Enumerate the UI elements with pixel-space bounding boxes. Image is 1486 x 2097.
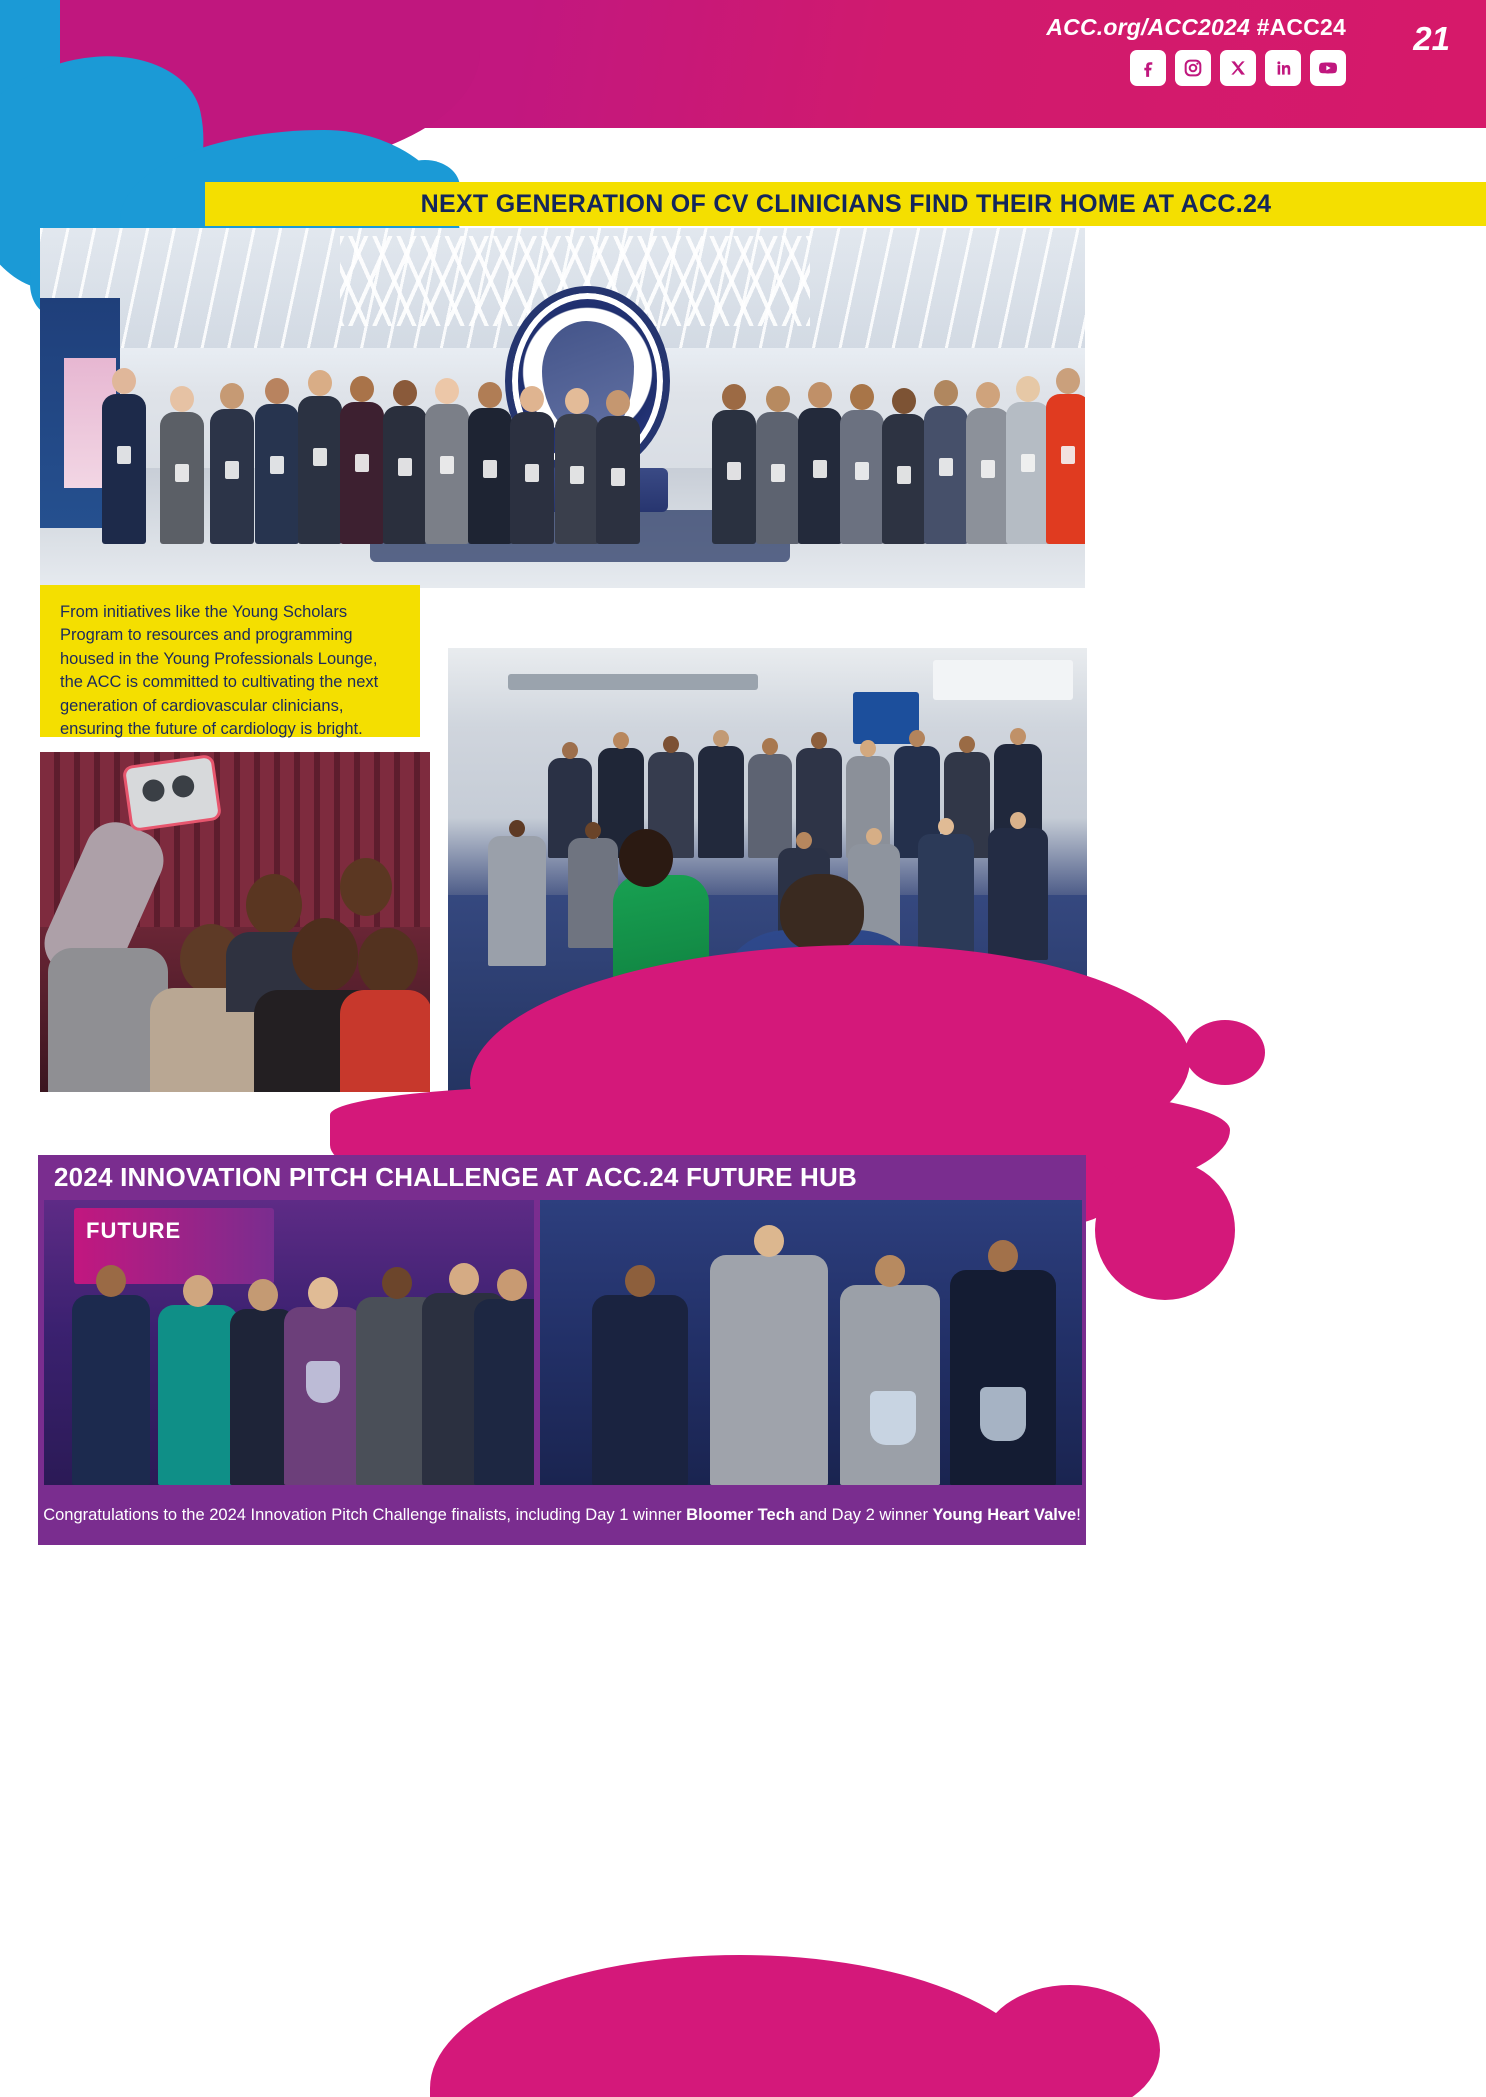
header-url-text: ACC.org/ACC2024 <box>1046 14 1250 40</box>
smartphone <box>122 754 222 832</box>
yellow-caption-text: From initiatives like the Young Scholars Program to resources and programming housed in the Young Professionals Lounge, the ACC is committed to cultivating the next generation of cardiovascular clinicians, ensuring the future of cardiology is bright. <box>60 603 379 739</box>
lounge-light-bar <box>508 674 758 690</box>
pitch-photo-day1 <box>44 1200 534 1485</box>
header-hashtag: #ACC24 <box>1256 14 1346 40</box>
award-trophy-day2-b <box>980 1387 1026 1441</box>
caption-part-3: ! <box>1076 1505 1081 1524</box>
header-url[interactable] <box>1046 14 1346 41</box>
selfie-person-5-body <box>340 990 430 1092</box>
selfie-photo <box>40 752 430 1092</box>
section-headline-bar <box>205 182 1486 226</box>
selfie-person-4-face <box>292 918 358 992</box>
innovation-pitch-title: 2024 INNOVATION PITCH CHALLENGE AT ACC.24 FUTURE HUB <box>54 1162 857 1192</box>
innovation-pitch-caption-text <box>43 1506 1081 1525</box>
award-trophy-day2-a <box>870 1391 916 1445</box>
youtube-icon[interactable] <box>1310 50 1346 86</box>
social-links <box>1130 50 1346 86</box>
award-trophy-day1 <box>306 1361 340 1403</box>
caption-winner-2: Young Heart Valve <box>932 1505 1077 1524</box>
page-number: 21 <box>1413 20 1450 57</box>
caption-winner-1: Bloomer Tech <box>686 1505 795 1524</box>
caption-part-1: Congratulations to the 2024 Innovation Pitch Challenge finalists, including Day 1 winner <box>43 1505 687 1524</box>
pink-paint-blob-bottom-2 <box>980 1985 1160 2097</box>
innovation-pitch-caption <box>38 1487 1086 1543</box>
selfie-person-5-face <box>358 928 418 996</box>
selfie-person-3-face <box>246 874 302 936</box>
pink-paint-drop-1 <box>1185 1020 1265 1085</box>
pink-paint-drop-3 <box>1095 1160 1235 1300</box>
camera-lens-2 <box>171 774 196 799</box>
future-hub-banner-text: FUTURE <box>86 1218 182 1243</box>
camera-lens-1 <box>141 778 166 803</box>
selfie-person-6-face <box>340 858 392 916</box>
x-twitter-icon[interactable] <box>1220 50 1256 86</box>
facebook-icon[interactable] <box>1130 50 1166 86</box>
wayfinding-sign <box>933 660 1073 700</box>
pitch-photo-day2 <box>540 1200 1082 1485</box>
pink-paint-blob-bottom <box>430 1955 1050 2097</box>
caption-part-2: and Day 2 winner <box>794 1505 933 1524</box>
group-photo <box>40 228 1085 588</box>
instagram-icon[interactable] <box>1175 50 1211 86</box>
yellow-caption-block <box>40 585 420 737</box>
linkedin-icon[interactable] <box>1265 50 1301 86</box>
group-photo-people <box>40 228 1085 588</box>
section-headline-text: NEXT GENERATION OF CV CLINICIANS FIND THEIR HOME AT ACC.24 <box>420 189 1272 218</box>
